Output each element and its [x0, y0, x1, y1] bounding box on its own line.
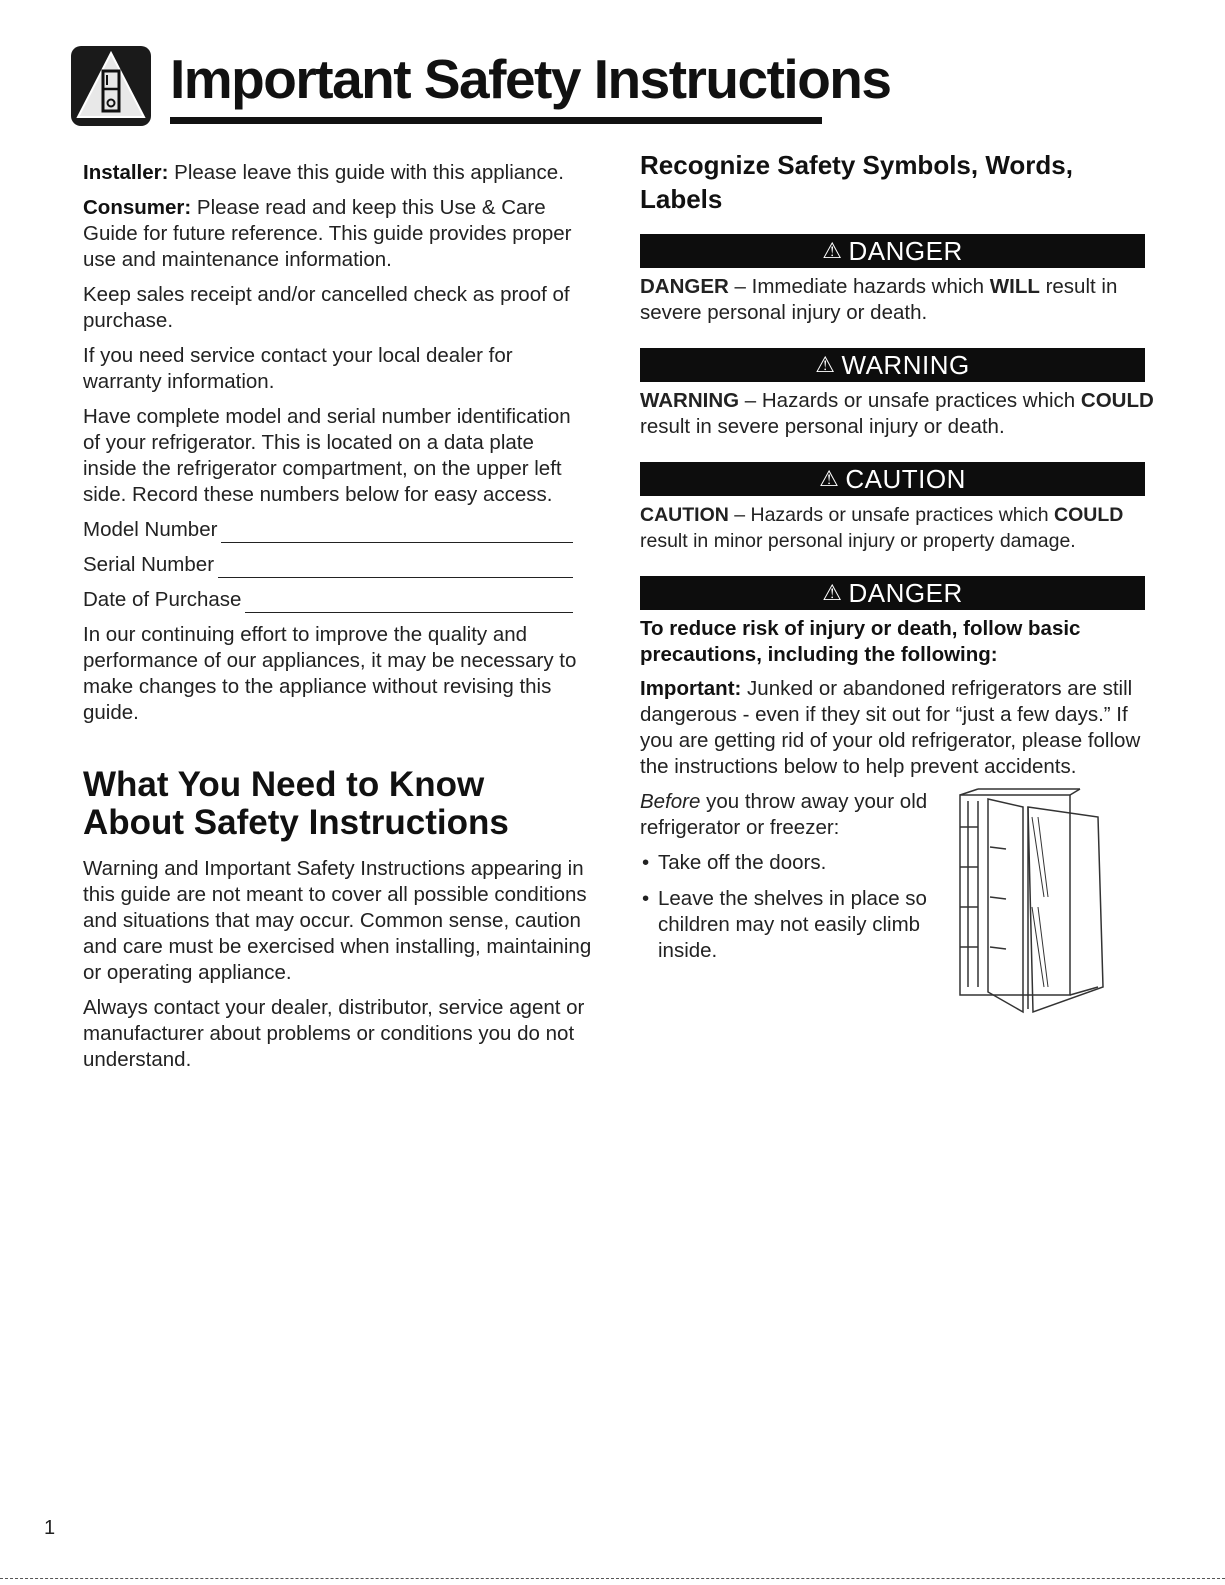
disposal-instructions	[640, 789, 940, 964]
page-number: 1	[44, 1517, 56, 1539]
consumer-label: Consumer:	[83, 196, 192, 219]
warning-description	[640, 388, 1155, 440]
before-italic: Before	[640, 790, 701, 813]
caution-could: COULD	[1053, 504, 1124, 526]
warning-bar-label: WARNING	[841, 349, 970, 380]
consumer-paragraph	[83, 195, 593, 273]
caution-rest-text: result in minor personal injury or property damage.	[640, 530, 1076, 552]
danger-will: WILL	[989, 275, 1040, 298]
bottom-divider	[0, 1578, 1225, 1579]
warning-paragraph: Warning and Important Safety Instructions appearing in this guide are not meant to cover all possible conditions and situations that may occur. Common sense, caution and care must be exercised when installing, maintaining or operating appliance.	[83, 857, 592, 984]
improve-paragraph: In our continuing effort to improve the quality and performance of our appliances, it may be necessary to make changes to the appliance without revising this guide.	[83, 623, 577, 724]
alert-triangle-icon: ⚠	[822, 580, 843, 605]
installer-label: Installer:	[83, 161, 169, 184]
serial-number-field[interactable]	[83, 552, 593, 578]
model-number-label: Model Number	[83, 518, 218, 541]
precautions-lead: To reduce risk of injury or death, follow basic precautions, including the following:	[640, 617, 1081, 666]
consumer-text: Please read and keep this Use & Care Guide for future reference. This guide provides proper use and maintenance information.	[83, 196, 572, 271]
warning-rest-text: result in severe personal injury or death.	[640, 415, 1005, 438]
danger-signal-bar	[640, 234, 1145, 268]
important-label: Important:	[640, 677, 742, 700]
before-rest: you throw away your old refrigerator or freezer:	[640, 790, 928, 839]
caution-signal-bar	[640, 462, 1145, 496]
alert-triangle-icon: ⚠	[822, 238, 843, 263]
date-of-purchase-label: Date of Purchase	[83, 588, 242, 611]
receipt-paragraph: Keep sales receipt and/or cancelled check as proof of purchase.	[83, 283, 570, 332]
danger-word: DANGER	[640, 275, 729, 298]
page-title: Important Safety Instructions	[170, 48, 891, 110]
contact-paragraph: Always contact your dealer, distributor, service agent or manufacturer about problems or conditions you do not understand.	[83, 996, 585, 1071]
model-number-blank[interactable]	[221, 522, 573, 543]
model-info-paragraph: Have complete model and serial number identification of your refrigerator. This is located on a data plate inside the refrigerator compartment, on the upper left side. Record these numbers below for easy access.	[83, 405, 571, 506]
date-of-purchase-blank[interactable]	[245, 592, 573, 613]
alert-triangle-icon: ⚠	[815, 352, 836, 377]
warning-signal-bar	[640, 348, 1145, 382]
danger-dash-text: – Immediate hazards which	[728, 275, 990, 298]
danger-bar-label: DANGER	[848, 235, 963, 266]
danger-description	[640, 274, 1155, 326]
important-paragraph	[640, 676, 1155, 780]
section-title: What You Need to Know About Safety Instructions	[83, 765, 509, 842]
refrigerator-illustration	[948, 787, 1108, 1017]
alert-triangle-icon: ⚠	[819, 466, 840, 491]
danger-signal-bar-2	[640, 576, 1145, 610]
caution-dash-text: – Hazards or unsafe practices which	[728, 504, 1054, 526]
warning-could: COULD	[1080, 389, 1154, 412]
caution-description	[640, 502, 1155, 554]
before-paragraph	[640, 789, 940, 841]
title-underline	[170, 117, 822, 124]
left-column	[83, 160, 593, 1082]
caution-bar-label: CAUTION	[845, 463, 966, 494]
model-number-field[interactable]	[83, 517, 593, 543]
caution-word: CAUTION	[640, 504, 729, 526]
important-text: Junked or abandoned refrigerators are still dangerous - even if they sit out for “just a few days.” If you are getting rid of your old refrigerator, please follow the instructions below to help prevent accidents.	[640, 677, 1141, 778]
list-item: • Take off the doors.	[640, 850, 940, 876]
disposal-bullet-list	[640, 850, 940, 964]
warning-dash-text: – Hazards or unsafe practices which	[739, 389, 1081, 412]
installer-paragraph	[83, 160, 593, 186]
list-item: • Leave the shelves in place so children may not easily climb inside.	[640, 886, 940, 964]
danger-rest-text: result in severe personal injury or death.	[640, 275, 1118, 324]
warning-word: WARNING	[640, 389, 740, 412]
warning-fridge-icon	[70, 45, 152, 127]
serial-number-label: Serial Number	[83, 553, 215, 576]
installer-text: Please leave this guide with this appliance.	[174, 161, 564, 184]
safety-symbols-heading: Recognize Safety Symbols, Words, Labels	[640, 150, 1073, 214]
serial-number-blank[interactable]	[218, 557, 573, 578]
service-paragraph: If you need service contact your local dealer for warranty information.	[83, 344, 513, 393]
date-of-purchase-field[interactable]	[83, 587, 593, 613]
danger2-bar-label: DANGER	[848, 577, 963, 608]
